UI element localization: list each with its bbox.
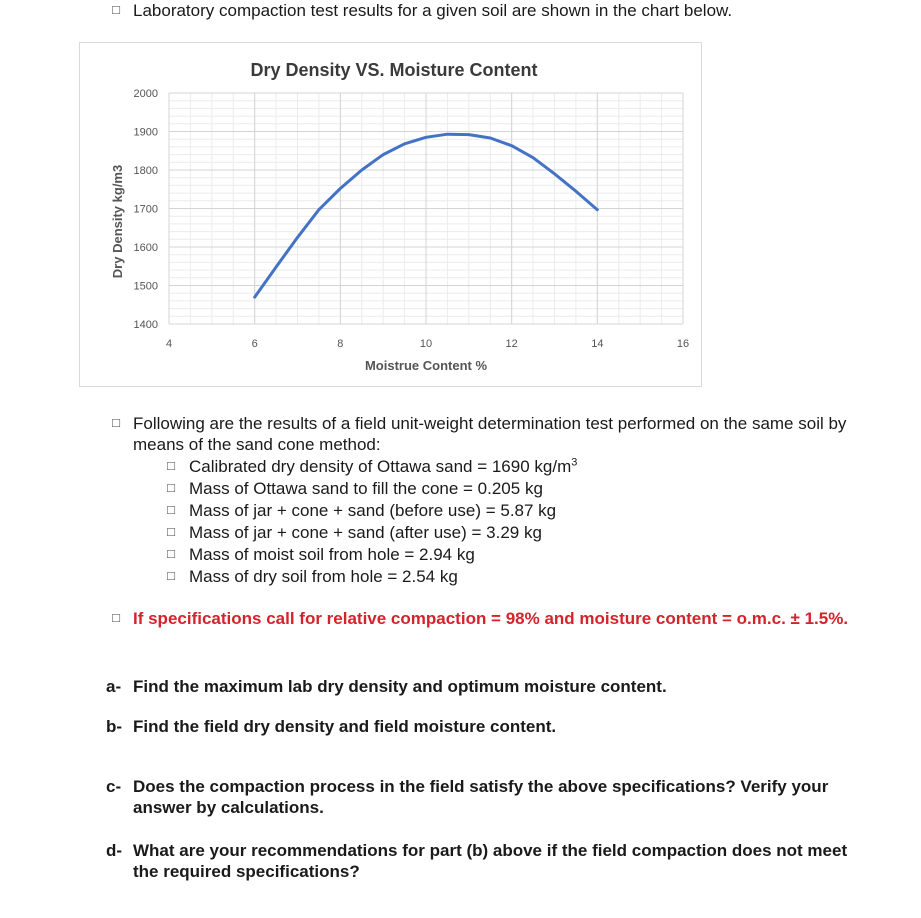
x-axis-label: Moistrue Content % [364,358,488,373]
field-test-item [189,478,543,499]
checkbox-bullet-icon: □ [167,458,175,473]
y-tick-label: 1600 [133,242,158,254]
x-tick-label: 10 [419,338,433,350]
field-test-intro: Following are the results of a field unit-weight determination test performed on the same soil by means of the sand cone method: [133,414,847,454]
field-test-item [189,500,556,521]
question-letter: a- [106,677,122,696]
checkbox-bullet-icon: □ [112,610,120,625]
field-test-item [189,544,475,565]
question-text: What are your recommendations for part (b) above if the field compaction does not meet the required specifications? [133,841,848,881]
checkbox-bullet-icon: □ [167,524,175,539]
question-text: Find the maximum lab dry density and optimum moisture content. [133,677,667,696]
field-test-item-text: Mass of Ottawa sand to fill the cone = 0.205 kg [189,479,543,498]
x-tick-label: 16 [676,338,690,350]
checkbox-bullet-icon: □ [167,480,175,495]
y-tick-label: 1900 [133,126,158,139]
x-tick-label: 14 [591,338,604,350]
y-axis-label: Dry Density kg/m3 [110,164,125,279]
chart-title: Dry Density VS. Moisture Content [250,60,538,80]
dry-density-chart [80,43,701,386]
y-tick-label: 1700 [133,203,158,216]
y-tick-label: 1400 [133,319,158,331]
x-tick-label: 4 [165,338,173,350]
field-test-item-text: Mass of moist soil from hole = 2.94 kg [189,545,475,564]
checkbox-bullet-icon: □ [112,2,120,17]
y-tick-label: 1500 [133,280,158,293]
y-tick-label: 2000 [133,88,158,100]
field-test-item-text: Mass of jar + cone + sand (after use) = 3.29 kg [189,523,542,542]
x-tick-label: 12 [505,338,518,350]
y-tick-label: 1800 [133,165,158,177]
question-text: Find the field dry density and field moisture content. [133,717,557,736]
field-test-item-text: Mass of jar + cone + sand (before use) = 5.87 kg [189,501,557,520]
question-text: Does the compaction process in the field satisfy the above specifications? Verify your answer by calculations. [133,777,829,817]
superscript: 3 [571,456,578,469]
field-test-item [189,456,577,477]
field-test-item [189,566,458,587]
x-tick-label: 6 [251,338,258,350]
checkbox-bullet-icon: □ [167,568,175,583]
field-test-item-text: Calibrated dry density of Ottawa sand = 1690 kg/m [189,457,572,476]
chart-container [79,42,702,387]
checkbox-bullet-icon: □ [112,415,120,430]
intro-text: Laboratory compaction test results for a given soil are shown in the chart below. [133,1,733,20]
question-letter: b- [106,717,123,736]
question-letter: d- [106,841,123,860]
checkbox-bullet-icon: □ [167,502,175,517]
specification-text: If specifications call for relative compaction = 98% and moisture content = o.m.c. ± 1.5%. [133,609,849,628]
x-tick-label: 8 [337,338,344,350]
field-test-item-text: Mass of dry soil from hole = 2.54 kg [189,567,458,586]
checkbox-bullet-icon: □ [167,546,175,561]
field-test-item [189,522,542,543]
question-letter: c- [106,777,122,796]
